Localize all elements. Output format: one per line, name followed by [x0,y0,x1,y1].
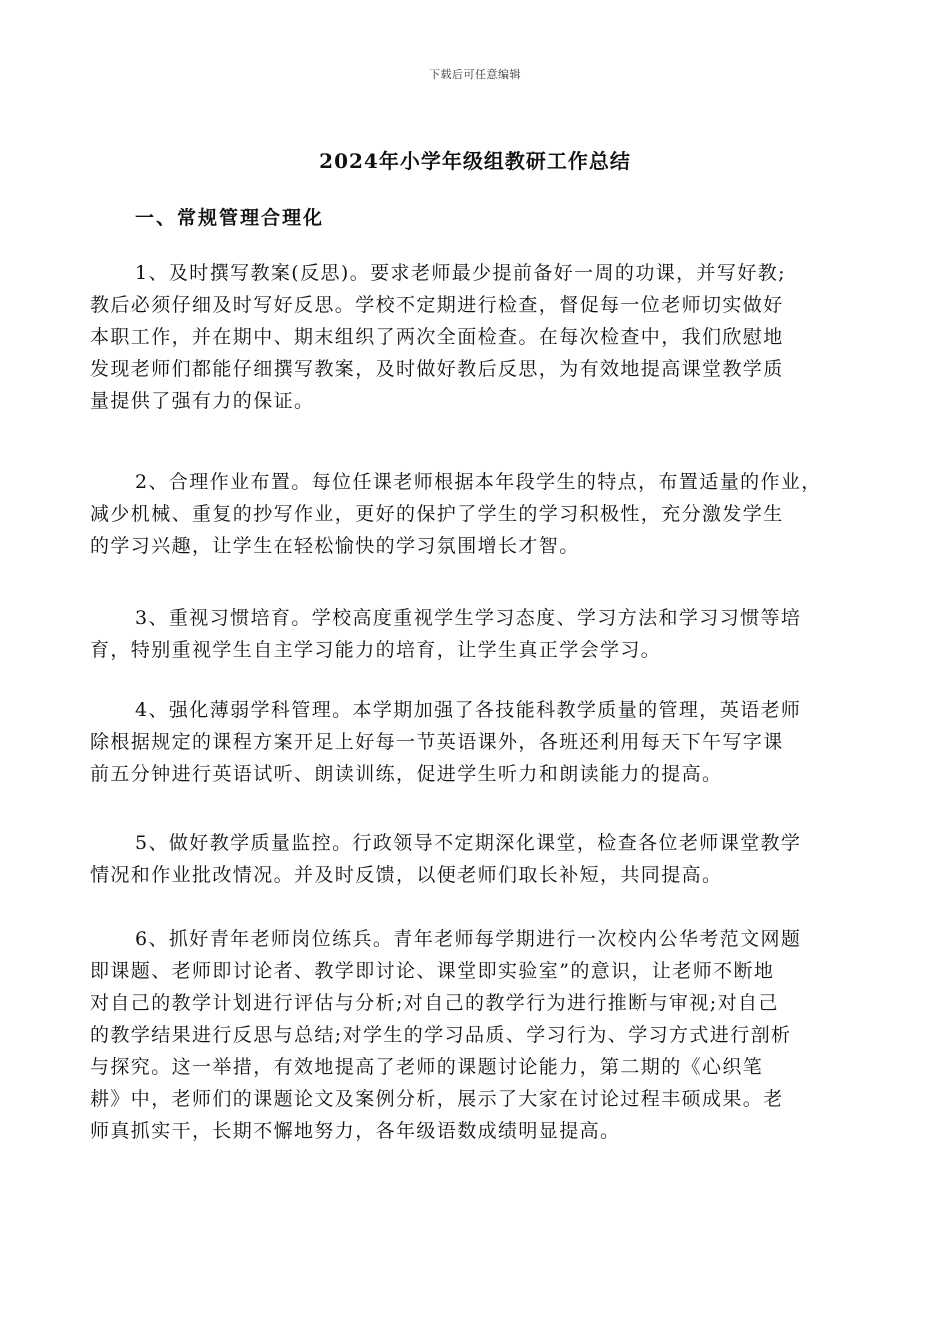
paragraph-line: 的教学结果进行反思与总结;对学生的学习品质、学习行为、学习方式进行剖析 [90,1024,792,1046]
paragraph-line: 的学习兴趣，让学生在轻松愉快的学习氛围增长才智。 [90,535,580,557]
paragraph-line: 情况和作业批改情况。并及时反馈，以便老师们取长补短，共同提高。 [90,864,723,886]
paragraph-line: 耕》中，老师们的课题论文及案例分析，展示了大家在讨论过程丰硕成果。老 [90,1088,784,1110]
paragraph-2 [90,466,870,562]
paragraph-line: 1、及时撰写教案(反思)。要求老师最少提前备好一周的功课，并写好教; [135,262,786,284]
section-heading: 一、常规管理合理化 [135,207,325,229]
header-note: 下载后可任意编辑 [429,68,521,81]
paragraph-3 [90,602,870,666]
paragraph-line: 量提供了强有力的保证。 [90,390,315,412]
paragraph-line: 4、强化薄弱学科管理。本学期加强了各技能科教学质量的管理，英语老师 [135,699,802,721]
paragraph-line: 5、做好教学质量监控。行政领导不定期深化课堂，检查各位老师课堂教学 [135,832,802,854]
paragraph-line: 育，特别重视学生自主学习能力的培育，让学生真正学会学习。 [90,639,662,661]
paragraph-4 [90,694,870,790]
paragraph-line: 师真抓实干，长期不懈地努力，各年级语数成绩明显提高。 [90,1120,621,1142]
paragraph-line: 对自己的教学计划进行评估与分析;对自己的教学行为进行推断与审视;对自己 [90,992,779,1014]
paragraph-5 [90,827,870,891]
paragraph-6 [90,923,870,1147]
paragraph-line: 即课题、老师即讨论者、教学即讨论、课堂即实验室”的意识，让老师不断地 [90,960,775,982]
paragraph-line: 3、重视习惯培育。学校高度重视学生学习态度、学习方法和学习习惯等培 [135,607,802,629]
paragraph-1 [90,257,870,417]
paragraph-line: 与探究。这一举措，有效地提高了老师的课题讨论能力，第二期的《心织笔 [90,1056,764,1078]
paragraph-line: 2、合理作业布置。每位任课老师根据本年段学生的特点，布置适量的作业， [135,471,822,493]
document-title: 2024年小学年级组教研工作总结 [319,149,631,173]
paragraph-line: 发现老师们都能仔细撰写教案，及时做好教后反思，为有效地提高课堂教学质 [90,358,784,380]
paragraph-line: 前五分钟进行英语试听、朗读训练，促进学生听力和朗读能力的提高。 [90,763,723,785]
paragraph-line: 6、抓好青年老师岗位练兵。青年老师每学期进行一次校内公华考范文网题 [135,928,802,950]
paragraph-line: 本职工作，并在期中、期末组织了两次全面检查。在每次检查中，我们欣慰地 [90,326,784,348]
paragraph-line: 减少机械、重复的抄写作业，更好的保护了学生的学习积极性，充分激发学生 [90,503,784,525]
paragraph-line: 除根据规定的课程方案开足上好每一节英语课外，各班还利用每天下午写字课 [90,731,784,753]
paragraph-line: 教后必须仔细及时写好反思。学校不定期进行检查，督促每一位老师切实做好 [90,294,784,316]
